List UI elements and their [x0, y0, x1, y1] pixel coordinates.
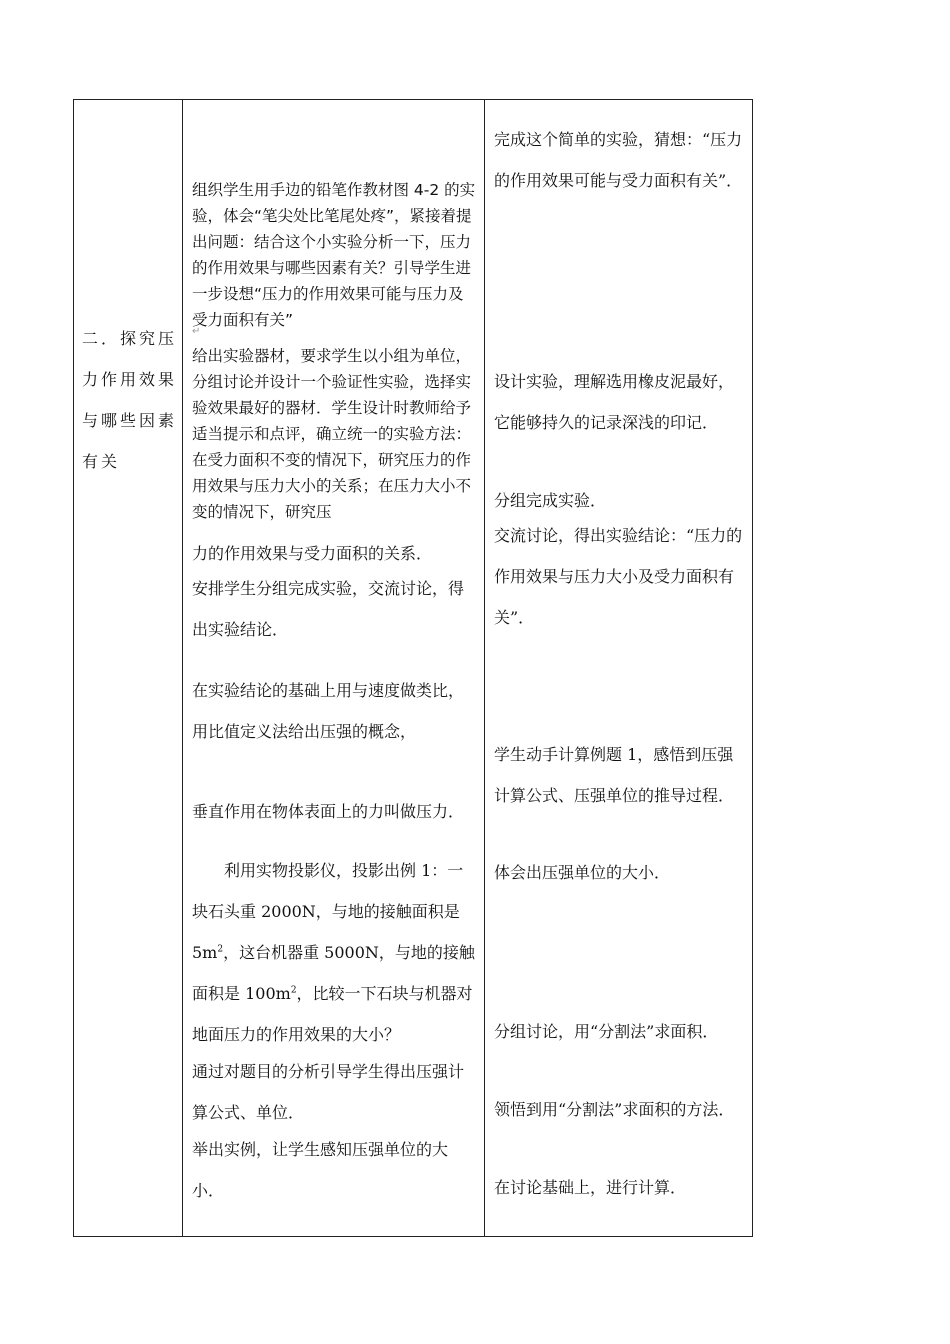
student-activity-5: 学生动手计算例题 1，感悟到压强计算公式、压强单位的推导过程． [494, 745, 735, 805]
teacher-activity-4: 安排学生分组完成实验，交流讨论，得出实验结论． [192, 579, 465, 639]
superscript: 2 [217, 944, 224, 955]
student-activity-4: 交流讨论，得出实验结论：“压力的作用效果与压力大小及受力面积有关”． [494, 526, 743, 627]
student-activity-1: 完成这个简单的实验，猜想：“压力的作用效果可能与受力面积有关”． [494, 130, 743, 190]
lesson-table [73, 99, 753, 1237]
example-1-part-c: ，比较一下石块与机器对地面压力的作用效果的大小？ [192, 984, 473, 1044]
student-activity-3: 分组完成实验． [494, 491, 607, 510]
teacher-activity-2: 给出实验器材，要求学生以小组为单位，分组讨论并设计一个验证性实验，选择实验效果最好的器材．学生设计时教师给予适当提示和点评，确立统一的实验方法：在受力面积不变的情况下，研究压力的作用效果与压力大小的关系；在压力大小不变的情况下，研究压 [192, 347, 472, 521]
teacher-activity-3: 力的作用效果与受力面积的关系． [192, 544, 433, 563]
column-divider [182, 100, 183, 1236]
return-mark: ↵ [192, 326, 201, 337]
example-1-text [192, 850, 476, 1055]
student-activity-7: 分组讨论，用“分割法”求面积． [494, 1022, 719, 1041]
teacher-activity-1: 组织学生用手边的铅笔作教材图 4-2 的实验，体会“笔尖处比笔尾处疼”，紧接着提出问题：结合这个小实验分析一下，压力的作用效果与哪些因素有关？引导学生进一步设想“压力的作用效果可能与压力及受力面积有关” [192, 181, 476, 329]
student-activity-6: 体会出压强单位的大小． [494, 863, 671, 882]
teacher-activity-9: 举出实例，让学生感知压强单位的大小． [192, 1140, 449, 1200]
student-activity-9: 在讨论基础上，进行计算． [494, 1178, 687, 1197]
example-1-part-b: ，这台机器重 5000N，与地的接触面积是 100m [192, 943, 475, 1003]
example-1-part-a: 利用实物投影仪，投影出例 1：一块石头重 2000N，与地的接触面积是 5m [192, 861, 464, 962]
teacher-activity-6: 垂直作用在物体表面上的力叫做压力． [192, 802, 465, 821]
teacher-activity-8: 通过对题目的分析引导学生得出压强计算公式、单位． [192, 1062, 465, 1122]
student-activity-8: 领悟到用“分割法”求面积的方法． [494, 1100, 735, 1119]
superscript: 2 [290, 985, 297, 996]
column-divider [484, 100, 485, 1236]
teacher-activity-5: 在实验结论的基础上用与速度做类比，用比值定义法给出压强的概念， [192, 681, 465, 741]
section-label: 二．探究压力作用效果与哪些因素有关 [82, 329, 178, 471]
student-activity-2: 设计实验，理解选用橡皮泥最好，它能够持久的记录深浅的印记． [494, 372, 735, 432]
